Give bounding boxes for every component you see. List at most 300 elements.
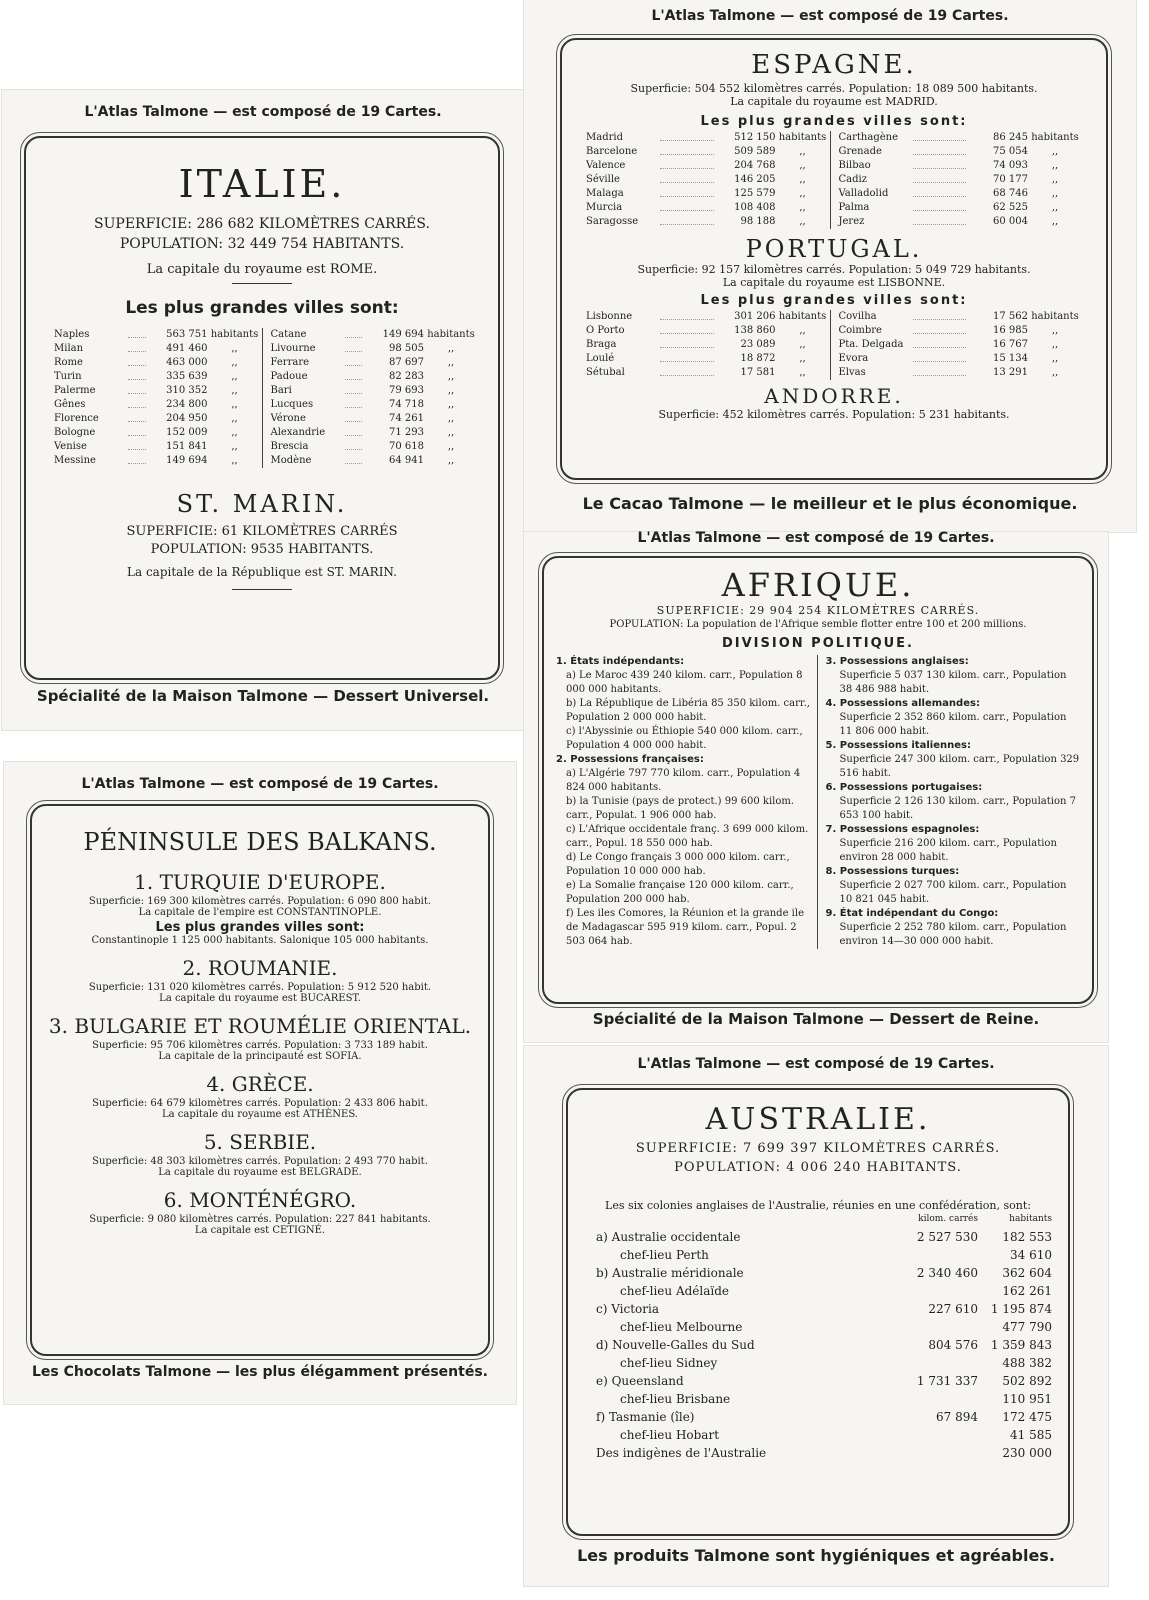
- dot-leader: [660, 366, 714, 376]
- city-row: [271, 398, 479, 412]
- city-row: [271, 356, 479, 370]
- city-name: Séville: [586, 174, 620, 185]
- city-population: 512 150: [734, 132, 776, 143]
- city-name: Coimbre: [838, 325, 882, 336]
- colony-population: 162 261: [1002, 1284, 1052, 1298]
- dot-leader: [128, 412, 146, 422]
- dot-leader: [913, 338, 967, 348]
- city-row: [586, 173, 830, 187]
- dot-leader: [660, 201, 714, 211]
- country-superficie: Superficie: 169 300 kilomètres carrés. Population: 6 090 800 habit.: [88, 896, 432, 907]
- country-name: 5. SERBIE.: [203, 1130, 317, 1154]
- country-list: [32, 870, 488, 1236]
- city-population: 204 950: [166, 413, 208, 424]
- portugal-villes-title: Les plus grandes villes sont:: [700, 293, 968, 308]
- country-capitale: La capitale du royaume est BUCAREST.: [159, 993, 361, 1004]
- city-row: [54, 412, 262, 426]
- ditto-mark: ,,: [231, 413, 238, 424]
- colony-population: 1 359 843: [990, 1338, 1052, 1352]
- division-heading: 9. État indépendant du Congo:: [825, 908, 999, 919]
- country-superficie: Superficie: 131 020 kilomètres carrés. Population: 5 912 520 habit.: [88, 982, 432, 993]
- dot-leader: [913, 145, 967, 155]
- city-population: 74 261: [389, 413, 424, 424]
- city-row: [54, 398, 262, 412]
- city-name: Jerez: [838, 216, 865, 227]
- city-row: [839, 159, 1083, 173]
- city-population: 87 697: [389, 357, 424, 368]
- city-row: [839, 201, 1083, 215]
- city-population: 125 579: [734, 188, 776, 199]
- ditto-mark: ,,: [231, 427, 238, 438]
- dot-leader: [345, 342, 363, 352]
- city-row: [839, 352, 1083, 366]
- city-population: 463 000: [166, 357, 208, 368]
- ditto-mark: habitants: [778, 132, 827, 143]
- card-espagne: [524, 0, 1136, 532]
- dot-leader: [913, 201, 967, 211]
- city-row: [839, 145, 1083, 159]
- division-item: e) La Somalie française 120 000 kilom. carr., Population 200 000 hab.: [566, 880, 794, 905]
- ditto-mark: ,,: [799, 325, 806, 336]
- ditto-mark: habitants: [427, 329, 475, 340]
- dot-leader: [128, 440, 146, 450]
- ditto-mark: ,,: [447, 343, 455, 354]
- country-capitale: La capitale du royaume est ATHÈNES.: [161, 1109, 358, 1120]
- ditto-mark: ,,: [1051, 146, 1059, 157]
- dot-leader: [345, 454, 363, 464]
- chef-lieu: chef-lieu Sidney: [620, 1356, 718, 1370]
- city-population: 146 205: [734, 174, 776, 185]
- city-population: 151 841: [166, 441, 208, 452]
- colony-area: [888, 1246, 978, 1264]
- city-name: Barcelone: [586, 146, 638, 157]
- sub-country-title: ST. MARIN.: [176, 490, 348, 518]
- city-population: 509 589: [734, 146, 776, 157]
- city-population: 17 581: [740, 367, 776, 378]
- dot-leader: [345, 398, 363, 408]
- city-population: 79 693: [389, 385, 424, 396]
- city-population: 23 089: [740, 339, 776, 350]
- country-title: ITALIE.: [178, 162, 346, 206]
- city-name: Cadiz: [838, 174, 867, 185]
- ditto-mark: ,,: [231, 399, 238, 410]
- colony-population: 362 604: [1002, 1266, 1052, 1280]
- colony-area: [888, 1354, 978, 1372]
- ditto-mark: habitants: [1031, 132, 1079, 143]
- card-frame: [542, 556, 1094, 1004]
- card-frame: [24, 136, 500, 680]
- city-population: 74 718: [389, 399, 424, 410]
- country-capitale: La capitale du royaume est BELGRADE.: [158, 1167, 362, 1178]
- colony-population: 41 585: [1010, 1428, 1052, 1442]
- city-row: [54, 426, 262, 440]
- ditto-mark: ,,: [1051, 160, 1059, 171]
- city-population: 71 293: [389, 427, 424, 438]
- division-item: c) l'Abyssinie ou Éthiopie 540 000 kilom. carr., Population 4 000 000 habit.: [566, 726, 803, 751]
- city-row: [271, 412, 479, 426]
- card-footer: Les produits Talmone sont hygiéniques et agréables.: [577, 1546, 1055, 1565]
- card-header: L'Atlas Talmone — est composé de 19 Cartes.: [84, 104, 442, 120]
- city-population: 491 460: [166, 343, 208, 354]
- city-row: [586, 201, 830, 215]
- dot-leader: [660, 324, 714, 334]
- superficie: SUPERFICIE: 286 682 KILOMÈTRES CARRÉS.: [94, 216, 430, 232]
- card-balkans: [4, 762, 516, 1404]
- colony-area: 227 610: [928, 1302, 978, 1316]
- city-name: Rome: [54, 357, 83, 368]
- division-heading: 1. États indépendants:: [556, 656, 685, 667]
- card-italie: [2, 90, 524, 730]
- dot-leader: [345, 328, 363, 338]
- ditto-mark: ,,: [447, 413, 455, 424]
- city-population: 310 352: [166, 385, 208, 396]
- city-population: 98 505: [389, 343, 424, 354]
- chef-lieu: chef-lieu Adélaïde: [620, 1284, 730, 1298]
- city-population: 563 751: [166, 329, 208, 340]
- country-title: ESPAGNE.: [751, 50, 917, 80]
- city-row: [54, 356, 262, 370]
- villes-line: Constantinople 1 125 000 habitants. Salonique 105 000 habitants.: [91, 935, 429, 946]
- dot-leader: [660, 352, 714, 362]
- colony-name: Des indigènes de l'Australie: [596, 1446, 767, 1460]
- dot-leader: [128, 328, 146, 338]
- city-name: Evora: [838, 353, 869, 364]
- city-name: Valence: [586, 160, 626, 171]
- division-heading: 6. Possessions portugaises:: [825, 782, 983, 793]
- city-name: Palerme: [54, 385, 96, 396]
- colony-row: [596, 1246, 1052, 1264]
- city-population: 64 941: [389, 455, 424, 466]
- city-name: Venise: [54, 441, 87, 452]
- city-name: Florence: [54, 413, 99, 424]
- city-name: Grenade: [838, 146, 882, 157]
- ditto-mark: ,,: [1051, 174, 1059, 185]
- superficie: SUPERFICIE: 7 699 397 KILOMÈTRES CARRÉS.: [635, 1141, 1001, 1156]
- dot-leader: [913, 159, 967, 169]
- city-row: [586, 352, 830, 366]
- colony-population: 230 000: [1002, 1446, 1052, 1460]
- city-population: 15 134: [993, 353, 1028, 364]
- city-population: 98 188: [740, 216, 776, 227]
- dot-leader: [128, 454, 146, 464]
- dot-leader: [913, 173, 967, 183]
- colony-row: [596, 1426, 1052, 1444]
- city-name: Bilbao: [838, 160, 871, 171]
- ditto-mark: habitants: [210, 329, 259, 340]
- city-name: Bologne: [54, 427, 96, 438]
- country-name: 2. ROUMANIE.: [182, 956, 338, 980]
- dot-leader: [128, 370, 146, 380]
- city-population: 149 694: [382, 329, 424, 340]
- division-item: Superficie 2 252 780 kilom. carr., Population environ 14—30 000 000 habit.: [839, 922, 1067, 947]
- dot-leader: [345, 370, 363, 380]
- col-km-label: kilom. carrés: [918, 1214, 978, 1224]
- dot-leader: [660, 310, 714, 320]
- city-name: Bari: [270, 385, 292, 396]
- population: POPULATION: 4 006 240 HABITANTS.: [674, 1160, 962, 1175]
- separator: [232, 589, 292, 590]
- city-name: Elvas: [838, 367, 866, 378]
- colony-population: 488 382: [1002, 1356, 1052, 1370]
- city-row: [839, 131, 1083, 145]
- region-title: PÉNINSULE DES BALKANS.: [83, 828, 437, 856]
- division-heading: 3. Possessions anglaises:: [825, 656, 969, 667]
- country-capitale: La capitale de la principauté est SOFIA.: [158, 1051, 362, 1062]
- ditto-mark: ,,: [1051, 216, 1059, 227]
- city-population: 68 746: [993, 188, 1028, 199]
- city-row: [271, 342, 479, 356]
- city-name: Braga: [586, 339, 617, 350]
- ditto-mark: ,,: [799, 188, 806, 199]
- dot-leader: [128, 426, 146, 436]
- division-item: b) la Tunisie (pays de protect.) 99 600 kilom. carr., Populat. 1 906 000 hab.: [566, 796, 795, 821]
- colony-population: 182 553: [1002, 1230, 1052, 1244]
- colony-name: c) Victoria: [596, 1302, 660, 1316]
- country-superficie: Superficie: 95 706 kilomètres carrés. Population: 3 733 189 habit.: [92, 1040, 428, 1051]
- city-name: Milan: [54, 343, 84, 354]
- colony-row: [596, 1264, 1052, 1282]
- city-row: [839, 366, 1083, 380]
- division-right: [817, 655, 1081, 949]
- division-item: c) L'Afrique occidentale franç. 3 699 000 kilom. carr., Popul. 18 550 000 hab.: [566, 824, 809, 849]
- city-population: 60 004: [993, 216, 1028, 227]
- card-footer: Spécialité de la Maison Talmone — Dessert de Reine.: [592, 1010, 1040, 1028]
- colony-population: 1 195 874: [990, 1302, 1052, 1316]
- city-name: Covilha: [838, 311, 877, 322]
- ditto-mark: ,,: [1051, 367, 1059, 378]
- city-name: Vérone: [270, 413, 306, 424]
- city-name: Naples: [54, 329, 90, 340]
- city-row: [586, 324, 830, 338]
- colony-area: 67 894: [936, 1410, 978, 1424]
- dot-leader: [660, 173, 714, 183]
- card-frame: [560, 38, 1108, 480]
- country-name: 3. BULGARIE ET ROUMÉLIE ORIENTAL.: [48, 1014, 472, 1038]
- card-frame: [30, 804, 490, 1356]
- ditto-mark: ,,: [1051, 202, 1059, 213]
- city-population: 234 800: [166, 399, 208, 410]
- city-row: [271, 384, 479, 398]
- city-population: 70 618: [389, 441, 424, 452]
- colony-name: f) Tasmanie (île): [596, 1410, 695, 1424]
- portugal-city-list-left: [586, 310, 830, 380]
- portugal-title: PORTUGAL.: [745, 235, 923, 263]
- card-header: L'Atlas Talmone — est composé de 19 Cartes.: [81, 776, 439, 792]
- city-name: Alexandrie: [270, 427, 326, 438]
- division-title: DIVISION POLITIQUE.: [721, 636, 914, 651]
- dot-leader: [913, 131, 967, 141]
- colony-area: 2 340 460: [916, 1266, 978, 1280]
- ditto-mark: ,,: [447, 357, 455, 368]
- city-row: [586, 131, 830, 145]
- card-footer: Le Cacao Talmone — le meilleur et le plus économique.: [582, 494, 1078, 513]
- dot-leader: [128, 342, 146, 352]
- city-row: [54, 342, 262, 356]
- colony-area: 2 527 530: [916, 1230, 978, 1244]
- city-list-right: [830, 131, 1083, 229]
- city-row: [54, 328, 262, 342]
- city-row: [271, 454, 479, 468]
- city-population: 13 291: [993, 367, 1028, 378]
- division-item: d) Le Congo français 3 000 000 kilom. carr., Population 10 000 000 hab.: [566, 852, 790, 877]
- ditto-mark: ,,: [1051, 188, 1059, 199]
- dot-leader: [128, 356, 146, 366]
- city-name: Malaga: [586, 188, 624, 199]
- division-item: Superficie 2 126 130 kilom. carr., Population 7 653 100 habit.: [839, 796, 1076, 821]
- city-name: Livourne: [270, 343, 316, 354]
- card-header: L'Atlas Talmone — est composé de 19 Cartes.: [637, 530, 995, 546]
- country-capitale: La capitale est CETIGNÉ.: [194, 1225, 326, 1236]
- colony-row: [596, 1408, 1052, 1426]
- ditto-mark: ,,: [231, 455, 238, 466]
- city-population: 149 694: [166, 455, 208, 466]
- ditto-mark: ,,: [799, 353, 806, 364]
- colony-population: 34 610: [1010, 1248, 1052, 1262]
- colony-row: [596, 1354, 1052, 1372]
- dot-leader: [913, 215, 967, 225]
- dot-leader: [913, 366, 967, 376]
- dot-leader: [660, 131, 714, 141]
- colony-name: b) Australie méridionale: [596, 1266, 744, 1280]
- villes-title: Les plus grandes villes sont:: [125, 298, 399, 318]
- division-item: a) L'Algérie 797 770 kilom. carr., Population 4 824 000 habitants.: [566, 768, 801, 793]
- ditto-mark: ,,: [1051, 339, 1059, 350]
- sub-capitale: La capitale de la République est ST. MARIN.: [127, 565, 397, 579]
- division-item: Superficie 247 300 kilom. carr., Population 329 516 habit.: [839, 754, 1080, 779]
- city-population: 108 408: [734, 202, 776, 213]
- ditto-mark: ,,: [1051, 353, 1059, 364]
- city-list-left: [54, 328, 262, 468]
- chef-lieu: chef-lieu Hobart: [620, 1428, 720, 1442]
- colony-row: [596, 1228, 1052, 1246]
- colony-name: d) Nouvelle-Galles du Sud: [596, 1338, 755, 1352]
- separator: [232, 283, 292, 284]
- ditto-mark: ,,: [231, 385, 238, 396]
- city-list-right: [262, 328, 479, 468]
- country-title: AFRIQUE.: [721, 566, 915, 604]
- city-name: Palma: [838, 202, 870, 213]
- colony-population: 502 892: [1002, 1374, 1052, 1388]
- city-population: 16 985: [993, 325, 1028, 336]
- division-heading: 2. Possessions françaises:: [556, 754, 704, 765]
- city-name: Madrid: [586, 132, 623, 143]
- ditto-mark: ,,: [799, 174, 806, 185]
- card-frame: [566, 1088, 1070, 1536]
- division-item: b) La République de Libéria 85 350 kilom. carr., Population 2 000 000 habit.: [566, 698, 810, 723]
- city-row: [839, 215, 1083, 229]
- superficie: Superficie: 504 552 kilomètres carrés. Population: 18 089 500 habitants.: [630, 82, 1038, 95]
- division-left: [556, 655, 817, 949]
- ditto-mark: habitants: [778, 311, 827, 322]
- dot-leader: [660, 338, 714, 348]
- city-row: [54, 370, 262, 384]
- ditto-mark: ,,: [447, 427, 455, 438]
- division-item: Superficie 216 200 kilom. carr., Population environ 28 000 habit.: [839, 838, 1057, 863]
- city-population: 152 009: [166, 427, 208, 438]
- city-population: 301 206: [734, 311, 776, 322]
- card-footer: Les Chocolats Talmone — les plus élégamment présentés.: [32, 1364, 488, 1380]
- andorre-superficie: Superficie: 452 kilomètres carrés. Population: 5 231 habitants.: [658, 408, 1010, 421]
- city-name: Valladolid: [838, 188, 889, 199]
- dot-leader: [913, 324, 967, 334]
- dot-leader: [660, 159, 714, 169]
- city-population: 18 872: [740, 353, 776, 364]
- city-name: Loulé: [586, 353, 615, 364]
- city-row: [586, 338, 830, 352]
- colony-name: e) Queensland: [596, 1374, 684, 1388]
- division-heading: 4. Possessions allemandes:: [825, 698, 980, 709]
- city-row: [586, 187, 830, 201]
- portugal-city-list-right: [830, 310, 1083, 380]
- population: POPULATION: 32 449 754 HABITANTS.: [119, 236, 405, 252]
- city-population: 86 245: [993, 132, 1028, 143]
- city-row: [839, 173, 1083, 187]
- chef-lieu: chef-lieu Melbourne: [620, 1320, 743, 1334]
- colony-area: [888, 1390, 978, 1408]
- capitale: La capitale du royaume est ROME.: [146, 262, 378, 277]
- country-superficie: Superficie: 48 303 kilomètres carrés. Population: 2 493 770 habit.: [92, 1156, 428, 1167]
- division-heading: 7. Possessions espagnoles:: [825, 824, 980, 835]
- city-population: 335 639: [166, 371, 208, 382]
- city-name: Lucques: [270, 399, 314, 410]
- colony-area: [888, 1318, 978, 1336]
- city-name: Saragosse: [586, 216, 639, 227]
- ditto-mark: ,,: [447, 399, 455, 410]
- dot-leader: [660, 145, 714, 155]
- country-name: 1. TURQUIE D'EUROPE.: [134, 870, 386, 894]
- city-population: 62 525: [993, 202, 1028, 213]
- colony-area: [888, 1444, 978, 1462]
- portugal-capitale: La capitale du royaume est LISBONNE.: [722, 276, 946, 289]
- ditto-mark: ,,: [231, 357, 238, 368]
- population: POPULATION: La population de l'Afrique semble flotter entre 100 et 200 millions.: [609, 619, 1027, 630]
- city-row: [586, 310, 830, 324]
- country-superficie: Superficie: 9 080 kilomètres carrés. Population: 227 841 habitants.: [89, 1214, 431, 1225]
- dot-leader: [913, 352, 967, 362]
- ditto-mark: ,,: [799, 216, 806, 227]
- portugal-superficie: Superficie: 92 157 kilomètres carrés. Population: 5 049 729 habitants.: [637, 263, 1031, 276]
- colony-row: [596, 1390, 1052, 1408]
- dot-leader: [345, 384, 363, 394]
- card-header: L'Atlas Talmone — est composé de 19 Cartes.: [651, 8, 1009, 24]
- ditto-mark: ,,: [1051, 325, 1059, 336]
- city-row: [586, 145, 830, 159]
- colony-name: a) Australie occidentale: [596, 1230, 741, 1244]
- city-name: Catane: [270, 329, 307, 340]
- card-footer: Spécialité de la Maison Talmone — Dessert Universel.: [36, 687, 490, 705]
- colony-table: [596, 1228, 1052, 1462]
- city-name: Modène: [270, 455, 312, 466]
- city-name: O Porto: [586, 325, 625, 336]
- city-population: 75 054: [993, 146, 1028, 157]
- colony-row: [596, 1282, 1052, 1300]
- chef-lieu: chef-lieu Perth: [620, 1248, 709, 1262]
- colony-row: [596, 1336, 1052, 1354]
- ditto-mark: ,,: [799, 367, 806, 378]
- intro: Les six colonies anglaises de l'Australie, réunies en une confédération, sont:: [605, 1199, 1031, 1212]
- colony-population: 110 951: [1002, 1392, 1052, 1406]
- city-name: Lisbonne: [586, 311, 633, 322]
- city-row: [271, 426, 479, 440]
- city-row: [54, 384, 262, 398]
- card-header: L'Atlas Talmone — est composé de 19 Cartes.: [637, 1056, 995, 1072]
- dot-leader: [660, 187, 714, 197]
- colony-area: [888, 1426, 978, 1444]
- city-name: Sétubal: [586, 367, 625, 378]
- city-row: [586, 366, 830, 380]
- city-row: [271, 328, 479, 342]
- villes-title: Les plus grandes villes sont:: [700, 114, 968, 129]
